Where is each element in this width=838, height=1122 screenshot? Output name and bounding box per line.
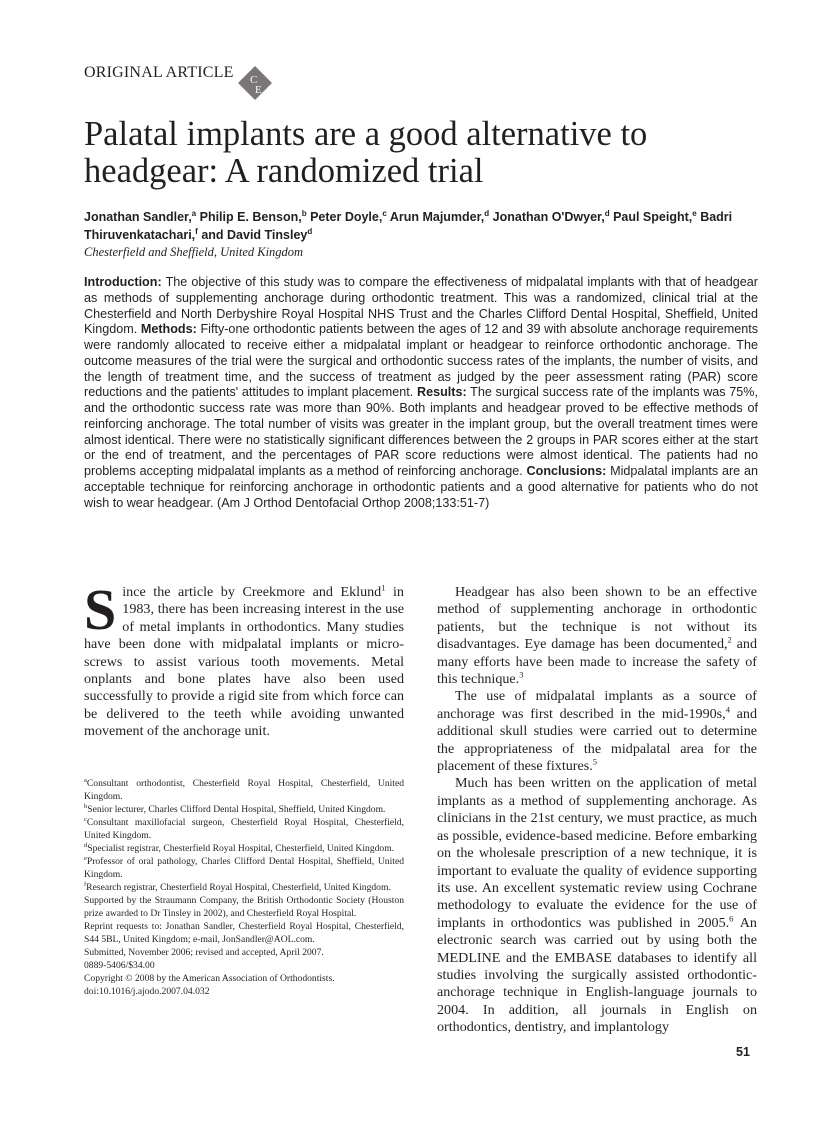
body-paragraph: Much has been written on the application of metal implants as a method of supplementing anchorage. As clinicians in the 21st century, we must practice, as much as possible, evidence-based medicine. Before embarking on the wholesale prescription of a new technique, it is important to evaluate the quality of evidence supporting its use. An excellent systematic review using Cochrane methodology to evaluate the evidence for the use of implants in orthodontics was published in 2005.$^6$ An electronic search was carried out by using both the MEDLINE and the EMBASE databases to identify all studies involving the surgically assisted orthodontic-anchorage technique in English-language journals to 2004. In addition, all journals in English on orthodontics, dentistry, and implantology (437, 775, 757, 1036)
affiliation-note: $^e$Professor of oral pathology, Charles Clifford Dental Hospital, Sheffield, United Kingdom. (84, 854, 404, 880)
reprint-note: Reprint requests to: Jonathan Sandler, Chesterfield Royal Hospital, Chesterfield, S44 5BL, United Kingdom; e-mail, JonSandler@AOL.com. (84, 920, 404, 945)
body-paragraph: Headgear has also been shown to be an effective method of supplementing anchorage in orthodontic patients, but the technique is not without its disadvantages. Eye damage has been documented,$^2$ and many efforts have been made to increase the safety of this technique.$^3$ (437, 584, 757, 688)
ce-badge-icon (238, 66, 272, 100)
citation: 2 (727, 634, 732, 645)
article-header (84, 56, 758, 96)
page-number: 51 (736, 1045, 750, 1059)
author: Arun Majumder,$^d$ (389, 208, 490, 224)
section-label: ORIGINAL ARTICLE (84, 64, 234, 81)
issn-note: 0889-5406/$34.00 (84, 959, 155, 971)
abstract-heading: Introduction: (84, 275, 162, 289)
affiliation-note: $^b$Senior lecturer, Charles Clifford Dental Hospital, Sheffield, United Kingdom. (84, 802, 386, 815)
article-front-matter (84, 56, 758, 511)
citation: 3 (519, 669, 524, 680)
affiliation-note: $^f$Research registrar, Chesterfield Royal Hospital, Chesterfield, United Kingdom. (84, 880, 391, 893)
author: Peter Doyle,$^c$ (310, 208, 387, 224)
svg-text:C: C (249, 74, 257, 86)
citation: 4 (725, 704, 730, 715)
author-location: Chesterfield and Sheffield, United Kingdom (84, 245, 304, 259)
author: and David Tinsley$^d$ (201, 226, 313, 242)
footnotes (84, 777, 404, 998)
svg-text:E: E (254, 84, 262, 96)
citation: 6 (729, 913, 734, 924)
abstract (84, 275, 758, 511)
abstract-text: Midpalatal implants are an acceptable technique for reinforcing anchorage in orthodontic patients and a good alternative for patients who do not wish to wear headgear. (Am J Orthod Dentofacial Orthop 2008;133:51-7) (84, 464, 758, 510)
author: Philip E. Benson,$^b$ (199, 208, 307, 224)
abstract-heading: Methods: (140, 322, 197, 337)
left-column (84, 577, 404, 998)
author: Badri Thiruvenkatachari,$^f$ (84, 210, 733, 242)
body-paragraph: The use of midpalatal implants as a source of anchorage was first described in the mid-1990s,$^4$ and additional skull studies were carried out to determine the appropriateness of the midpalatal area for the placement of these fixtures.$^5$ (437, 688, 757, 775)
abstract-heading: Results: (417, 385, 467, 400)
author: Jonathan Sandler,$^a$ (84, 208, 197, 224)
citation: 5 (592, 756, 598, 767)
affiliation-note: $^c$Consultant maxillofacial surgeon, Chesterfield Royal Hospital, Chesterfield, United Kingdom. (84, 815, 404, 841)
right-column (437, 584, 757, 1037)
abstract-text: The surgical success rate of the implants was 75%, and the orthodontic success rate was more than 90%. Both implants and headgear proved to be effective methods of reinforcing anchorage. The total number of visits was greater in the implant group, but the overall treatment times were almost identical. There were no statistically significant differences between the 2 groups in PAR scores either at the start or the end of treatment, and the percentages of PAR score reductions were almost identical. The patients had no problems accepting midpalatal implants as a method of reinforcing anchorage. (84, 385, 759, 478)
submission-note: Submitted, November 2006; revised and accepted, April 2007. (84, 946, 324, 958)
citation: 1 (381, 582, 386, 593)
affiliation-note: $^d$Specialist registrar, Chesterfield Royal Hospital, Chesterfield, United Kingdom. (84, 841, 395, 854)
abstract-text: Fifty-one orthodontic patients between the ages of 12 and 39 with absolute anchorage requirements were randomly allocated to receive either a midpalatal implant or headgear to reinforce orthodontic anchorage. The outcome measures of the trial were the surgical and orthodontic success rates of the implants, the number of visits, and the length of treatment time, and the success of treatment as judged by the peer assessment rating (PAR) score reductions and the patients' attitudes to implant placement. (84, 322, 759, 400)
author: Paul Speight,$^e$ (613, 208, 697, 224)
support-note: Supported by the Straumann Company, the British Orthodontic Society (Houston prize awarded to Dr Tinsley in 2002), and Chesterfield Royal Hospital. (84, 894, 404, 919)
body-paragraph: Since the article by Creekmore and Eklund$^1$ in 1983, there has been increasing interest in the use of metal implants in orthodontics. Many studies have been done with midpalatal implants or micro-screws to assist various tooth movements. Metal onplants and bone plates have also been used successfully to provide a rigid site from which force can be delivered to the teeth while avoiding unwanted movement of the anchorage unit. (84, 577, 404, 740)
author: Jonathan O'Dwyer,$^d$ (492, 208, 610, 224)
author-list (84, 208, 758, 244)
article-title: Palatal implants are a good alternative to headgear: A randomized trial (84, 115, 648, 190)
abstract-text: The objective of this study was to compare the effectiveness of midpalatal implants with that of headgear as methods of supplementing anchorage during orthodontic treatment. This was a randomized, clinical trial at the Chesterfield and North Derbyshire Royal Hospital NHS Trust and the Charles Clifford Dental Hospital, Sheffield, United Kingdom. (84, 275, 758, 337)
abstract-heading: Conclusions: (526, 464, 607, 478)
doi-note: doi:10.1016/j.ajodo.2007.04.032 (84, 985, 210, 997)
copyright-note: Copyright © 2008 by the American Association of Orthodontists. (84, 972, 335, 984)
drop-cap: S (84, 577, 117, 642)
left-column-body (84, 577, 404, 741)
affiliation-note: $^a$Consultant orthodontist, Chesterfield Royal Hospital, Chesterfield, United Kingdom. (84, 776, 404, 802)
